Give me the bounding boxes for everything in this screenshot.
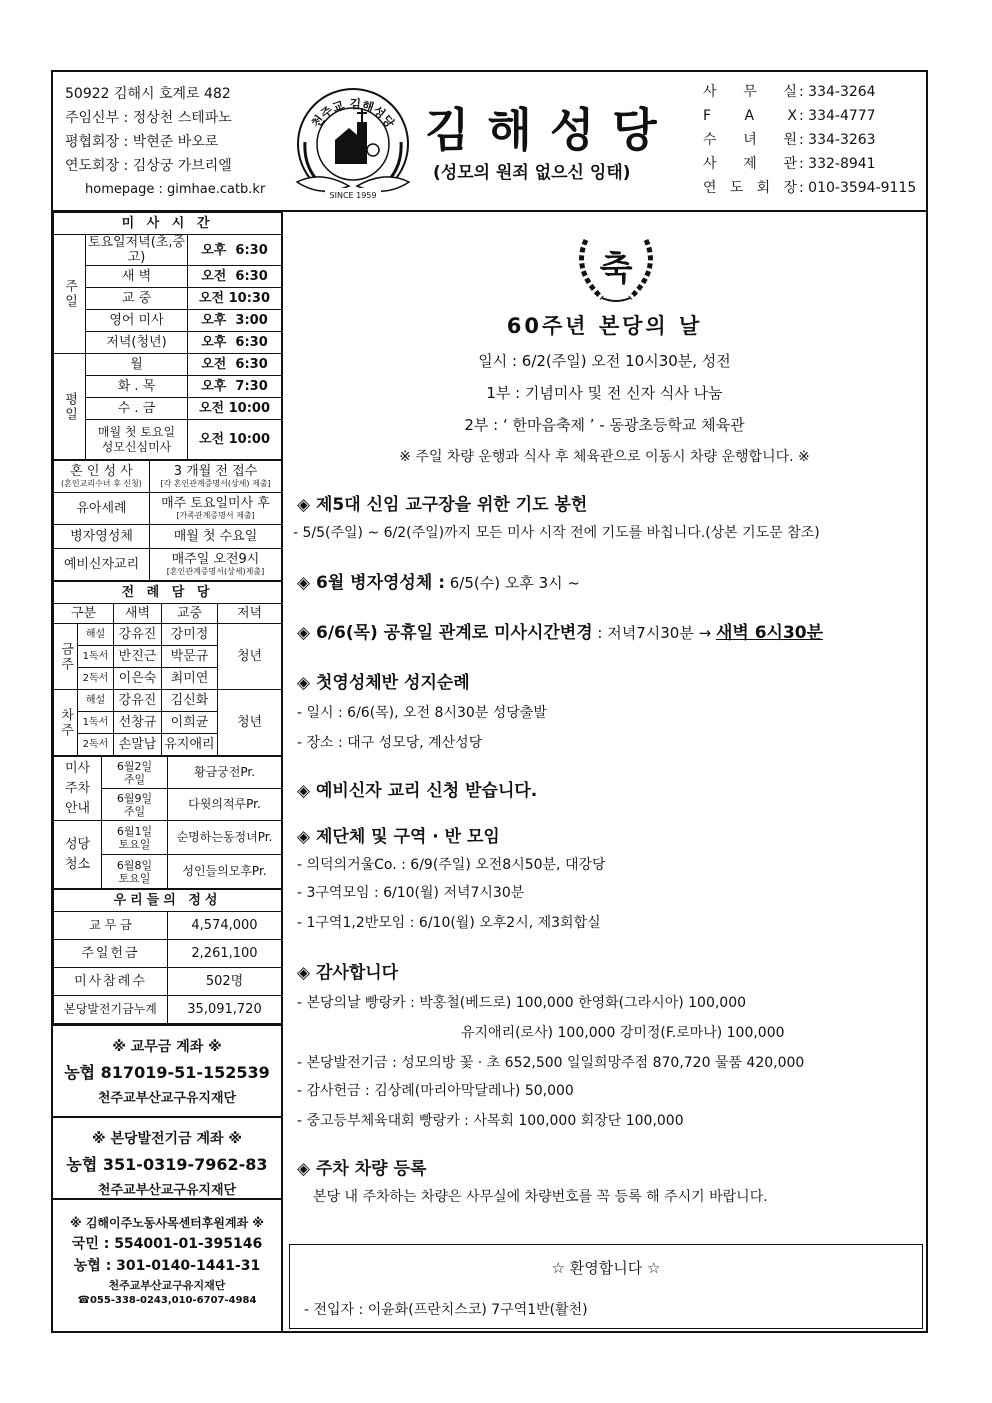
parking-group: 황금궁전Pr. bbox=[168, 757, 282, 789]
label-char: 사 bbox=[703, 84, 717, 100]
mass-time: 오후 7:30 bbox=[188, 376, 282, 398]
liturgy-role: 1독서 bbox=[78, 712, 114, 734]
contact-label bbox=[703, 128, 799, 152]
mass-name: 월 bbox=[86, 354, 188, 376]
sacrament-value: 매월 첫 수요일 bbox=[150, 525, 282, 549]
liturgy-person: 손말남 bbox=[114, 734, 162, 756]
parish-seal-icon bbox=[291, 82, 415, 206]
sidebar bbox=[53, 212, 283, 1333]
contact-row bbox=[703, 80, 923, 104]
section-thanks-line: - 본당발전기금 : 성모의방 꽃 · 초 652,500 일일희망주점 870,720 물품 420,000 bbox=[297, 1055, 805, 1071]
liturgy-evening: 청년 bbox=[218, 624, 282, 690]
liturgy-role: 해설 bbox=[78, 690, 114, 712]
offering-name: 본당발전기금누계 bbox=[54, 996, 168, 1024]
header bbox=[53, 72, 926, 212]
contact-label bbox=[703, 176, 799, 200]
section-title: ◈ 6/6(목) 공휴일 관계로 미사시간변경 bbox=[297, 623, 593, 643]
liturgy-person: 강유진 bbox=[114, 624, 162, 646]
label-char: 연 bbox=[703, 180, 717, 196]
contact-value: : 334-3263 bbox=[799, 132, 876, 148]
offering-name: 미사참례수 bbox=[54, 968, 168, 996]
mass-name: 화 . 목 bbox=[86, 376, 188, 398]
contact-label bbox=[703, 80, 799, 104]
section-pilgrimage-line: - 장소 : 대구 성모당, 계산성당 bbox=[297, 735, 483, 751]
sunday-label: 주일 bbox=[54, 235, 86, 354]
section-thanks-line: - 감사헌금 : 김상례(마리아막달레나) 50,000 bbox=[297, 1083, 574, 1099]
liturgy-role: 1독서 bbox=[78, 646, 114, 668]
liturgy-person: 선창규 bbox=[114, 712, 162, 734]
parish-info bbox=[65, 82, 295, 202]
address: 50922 김해시 호계로 482 bbox=[65, 86, 231, 102]
account-title: ※ 본당발전기금 계좌 ※ bbox=[91, 1131, 243, 1147]
liturgy-person: 박문규 bbox=[162, 646, 218, 668]
label-char: A bbox=[744, 108, 755, 124]
contact-label bbox=[703, 104, 799, 128]
label-char: X bbox=[787, 108, 797, 124]
homepage: homepage : gimhae.catb.kr bbox=[85, 182, 266, 197]
offering-name: 교 무 금 bbox=[54, 912, 168, 940]
welcome-box bbox=[289, 1244, 923, 1329]
parking-label: 미사 주차 안내 bbox=[54, 757, 102, 821]
sacrament-name: 병자영성체 bbox=[54, 525, 150, 549]
liturgy-week-label: 차주 bbox=[54, 690, 78, 756]
offering-title: 우리들의 정성 bbox=[54, 890, 282, 912]
section-parking-title: ◈ 주차 차량 등록 bbox=[297, 1159, 427, 1179]
mass-name: 저녁(청년) bbox=[86, 332, 188, 354]
contact-value: : 010-3594-9115 bbox=[799, 180, 917, 196]
section-catechumen-title: ◈ 예비신자 교리 신청 받습니다. bbox=[297, 781, 538, 801]
account-number: 농협 817019-51-152539 bbox=[64, 1063, 270, 1082]
cleaning-group: 순명하는동정녀Pr. bbox=[168, 821, 282, 855]
label-char: 실 bbox=[783, 84, 797, 100]
label-char: 녀 bbox=[743, 132, 757, 148]
seal-bottom-text: SINCE 1959 bbox=[329, 191, 377, 200]
mass-time: 오전 10:00 bbox=[188, 420, 282, 460]
section-meetings-line: - 의덕의거울Co. : 6/9(주일) 오전8시50분, 대강당 bbox=[297, 857, 606, 873]
parish-title: 김해성당 bbox=[425, 103, 675, 157]
section-detail: : 저녁7시30분 → bbox=[592, 624, 716, 642]
liturgy-person: 강미정 bbox=[162, 624, 218, 646]
liturgy-header: 저녁 bbox=[218, 604, 282, 624]
account-title: ※ 교무금 계좌 ※ bbox=[112, 1039, 222, 1055]
liturgy-person: 김신화 bbox=[162, 690, 218, 712]
section-mass-change bbox=[297, 618, 823, 643]
mass-time: 오후 6:30 bbox=[188, 332, 282, 354]
section-meetings-line: - 3구역모임 : 6/10(월) 저녁7시30분 bbox=[297, 885, 525, 901]
contact-value: : 334-3264 bbox=[799, 84, 876, 100]
mass-time: 오전 6:30 bbox=[188, 354, 282, 376]
liturgy-title: 전 례 담 당 bbox=[54, 582, 282, 604]
liturgy-week-label: 금주 bbox=[54, 624, 78, 690]
anniversary-line: 2부 : ‘ 한마음축제 ’ - 동광초등학교 체육관 bbox=[464, 416, 745, 434]
section-thanks-line: - 본당의날 빵랑카 : 박홍철(베드로) 100,000 한영화(그라시아) 100,000 bbox=[297, 995, 747, 1011]
svg-text:천주교 김해성당 bbox=[308, 96, 398, 131]
liturgy-person: 이희균 bbox=[162, 712, 218, 734]
mass-name: 매월 첫 토요일 성모신심미사 bbox=[86, 420, 188, 460]
label-char: 무 bbox=[743, 84, 757, 100]
development-fund-account bbox=[53, 1116, 281, 1198]
account-owner: 천주교부산교구유지재단 bbox=[97, 1091, 237, 1106]
offering-value: 35,091,720 bbox=[168, 996, 282, 1024]
contact-label bbox=[703, 152, 799, 176]
offering-value: 502명 bbox=[168, 968, 282, 996]
liturgy-evening: 청년 bbox=[218, 690, 282, 756]
anniversary-line: 일시 : 6/2(주일) 오전 10시30분, 성전 bbox=[478, 352, 731, 370]
contact-row bbox=[703, 176, 923, 200]
section-detail: 6/5(수) 오후 3시 ~ bbox=[445, 574, 580, 592]
offering-table bbox=[53, 889, 282, 1024]
sacraments-table bbox=[53, 460, 282, 581]
offering-name: 주일헌금 bbox=[54, 940, 168, 968]
contact-row bbox=[703, 152, 923, 176]
section-thanks-line: 유지애리(로사) 100,000 강미정(F.로마나) 100,000 bbox=[461, 1025, 785, 1041]
sacrament-value: 매주 토요일미사 후 [가족관계증명서 제출] bbox=[150, 493, 282, 525]
cleaning-label: 성당 청소 bbox=[54, 821, 102, 889]
sacrament-value: 3 개월 전 접수 [각 혼인관계증명서(상세) 제출] bbox=[150, 461, 282, 493]
contact-row bbox=[703, 104, 923, 128]
sacrament-name: 혼 인 성 사 (혼인교리수녀 후 신청) bbox=[54, 461, 150, 493]
parking-cleaning-table bbox=[53, 756, 282, 889]
account-title: ※ 김해이주노동사목센터후원계좌 ※ bbox=[70, 1216, 264, 1230]
account-number: 농협 351-0319-7962-83 bbox=[66, 1155, 268, 1174]
account-owner: 천주교부산교구유지재단 bbox=[108, 1279, 226, 1292]
contact-value: : 332-8941 bbox=[799, 156, 876, 172]
liturgy-header: 교중 bbox=[162, 604, 218, 624]
contact-row bbox=[703, 128, 923, 152]
mass-name: 영어 미사 bbox=[86, 310, 188, 332]
cleaning-date: 6월1일 토요일 bbox=[102, 821, 168, 855]
label-char: 관 bbox=[783, 156, 797, 172]
parish-subtitle: (성모의 원죄 없으신 잉태) bbox=[433, 163, 631, 183]
section-meetings-title: ◈ 제단체 및 구역 · 반 모임 bbox=[297, 827, 500, 847]
new-mass-time: 새벽 6시30분 bbox=[715, 623, 824, 643]
offering-value: 2,261,100 bbox=[168, 940, 282, 968]
welcome-title: ☆ 환영합니다 ☆ bbox=[551, 1259, 661, 1277]
main-content bbox=[283, 212, 926, 1333]
mass-time: 오전 6:30 bbox=[188, 266, 282, 288]
sacrament-note: (혼인교리수녀 후 신청) bbox=[61, 479, 142, 488]
section-parking-line: 본당 내 주차하는 차량은 사무실에 차량번호를 꼭 등록 해 주시기 바랍니다. bbox=[313, 1189, 768, 1205]
label-char: F bbox=[703, 108, 712, 124]
section-bishop-prayer-line: - 5/5(주일) ~ 6/2(주일)까지 모든 미사 시작 전에 기도를 바칩니다.(상본 기도문 참조) bbox=[293, 525, 820, 541]
contact-value: : 334-4777 bbox=[799, 108, 876, 124]
youth-head: 연도회장 : 김상궁 가브리엘 bbox=[65, 158, 232, 174]
mass-name: 새 벽 bbox=[86, 266, 188, 288]
church-tax-account bbox=[53, 1024, 281, 1116]
cleaning-date: 6월8일 토요일 bbox=[102, 855, 168, 889]
anniversary-note: ※ 주일 차량 운행과 식사 후 체육관으로 이동시 차량 운행합니다. ※ bbox=[399, 449, 810, 465]
welcome-line: - 전입자 : 이윤화(프란치스코) 7구역1반(활천) bbox=[304, 1302, 588, 1318]
parking-group: 다윗의적루Pr. bbox=[168, 789, 282, 821]
liturgy-header: 구분 bbox=[54, 604, 114, 624]
account-number: 농협 : 301-0140-1441-31 bbox=[73, 1258, 261, 1274]
emblem-char: 축 bbox=[599, 249, 633, 289]
liturgy-person: 이은숙 bbox=[114, 668, 162, 690]
sacrament-note: [가족관계증명서 제출] bbox=[176, 511, 255, 520]
mass-time: 오전 10:30 bbox=[188, 288, 282, 310]
label-char: 도 bbox=[729, 180, 744, 196]
label-char: 제 bbox=[743, 156, 757, 172]
liturgy-role: 2독서 bbox=[78, 668, 114, 690]
liturgy-header: 새벽 bbox=[114, 604, 162, 624]
weekday-label: 평일 bbox=[54, 354, 86, 460]
contact-list bbox=[703, 80, 923, 200]
label-char: 회 bbox=[756, 180, 771, 196]
center-phone: ☎055-338-0243,010-6707-4984 bbox=[77, 1295, 257, 1306]
liturgy-person: 유지애리 bbox=[162, 734, 218, 756]
celebration-emblem-icon bbox=[568, 230, 664, 306]
label-char: 원 bbox=[783, 132, 797, 148]
liturgy-role: 2독서 bbox=[78, 734, 114, 756]
council-head: 평협회장 : 박현준 바오로 bbox=[65, 134, 219, 150]
mass-name: 토요일저녁(초,중고) bbox=[86, 235, 188, 266]
sacrament-name: 유아세례 bbox=[54, 493, 150, 525]
section-pilgrimage-line: - 일시 : 6/6(목), 오전 8시30분 성당출발 bbox=[297, 705, 547, 721]
account-number: 국민 : 554001-01-395146 bbox=[71, 1236, 263, 1252]
section-thanks-title: ◈ 감사합니다 bbox=[297, 963, 399, 983]
label-char: 수 bbox=[703, 132, 717, 148]
section-thanks-line: - 중고등부체육대회 빵랑카 : 사목회 100,000 회장단 100,000 bbox=[297, 1113, 684, 1129]
sacrament-note: [혼인관계증명서(상세)제출] bbox=[166, 567, 265, 576]
cleaning-group: 성인들의모후Pr. bbox=[168, 855, 282, 889]
labor-center-account bbox=[53, 1198, 281, 1336]
account-owner: 천주교부산교구유지재단 bbox=[97, 1183, 237, 1198]
mass-name: 수 . 금 bbox=[86, 398, 188, 420]
liturgy-table bbox=[53, 581, 282, 756]
section-bishop-prayer-title: ◈ 제5대 신임 교구장을 위한 기도 봉헌 bbox=[297, 495, 588, 515]
section-meetings-line: - 1구역1,2반모임 : 6/10(월) 오후2시, 제3회합실 bbox=[297, 915, 601, 931]
liturgy-role: 해설 bbox=[78, 624, 114, 646]
bulletin-frame bbox=[51, 70, 928, 1333]
mass-times-table bbox=[53, 212, 282, 460]
mass-time: 오후 3:00 bbox=[188, 310, 282, 332]
liturgy-person: 강유진 bbox=[114, 690, 162, 712]
pastor: 주임신부 : 정상천 스테파노 bbox=[65, 110, 232, 126]
sacrament-note: [각 혼인관계증명서(상세) 제출] bbox=[160, 479, 271, 488]
section-sick-communion bbox=[297, 568, 580, 593]
mass-times-title: 미 사 시 간 bbox=[54, 213, 282, 235]
liturgy-person: 반진근 bbox=[114, 646, 162, 668]
parking-date: 6월2일 주일 bbox=[102, 757, 168, 789]
mass-time: 오후 6:30 bbox=[188, 235, 282, 266]
label-char: 사 bbox=[703, 156, 717, 172]
anniversary-line: 1부 : 기념미사 및 전 신자 식사 나눔 bbox=[486, 384, 723, 402]
section-title: ◈ 6월 병자영성체 : bbox=[297, 573, 445, 593]
liturgy-person: 최미연 bbox=[162, 668, 218, 690]
label-char: 장 bbox=[783, 180, 797, 196]
section-pilgrimage-title: ◈ 첫영성체반 성지순례 bbox=[297, 673, 470, 693]
seal-top-text: 천주교 김해성당 bbox=[308, 96, 398, 131]
parking-date: 6월9일 주일 bbox=[102, 789, 168, 821]
anniversary-title: 60주년 본당의 날 bbox=[506, 314, 703, 338]
mass-name: 교 중 bbox=[86, 288, 188, 310]
mass-time: 오전 10:00 bbox=[188, 398, 282, 420]
offering-value: 4,574,000 bbox=[168, 912, 282, 940]
sacrament-name: 예비신자교리 bbox=[54, 549, 150, 581]
sacrament-value: 매주일 오전9시 [혼인관계증명서(상세)제출] bbox=[150, 549, 282, 581]
